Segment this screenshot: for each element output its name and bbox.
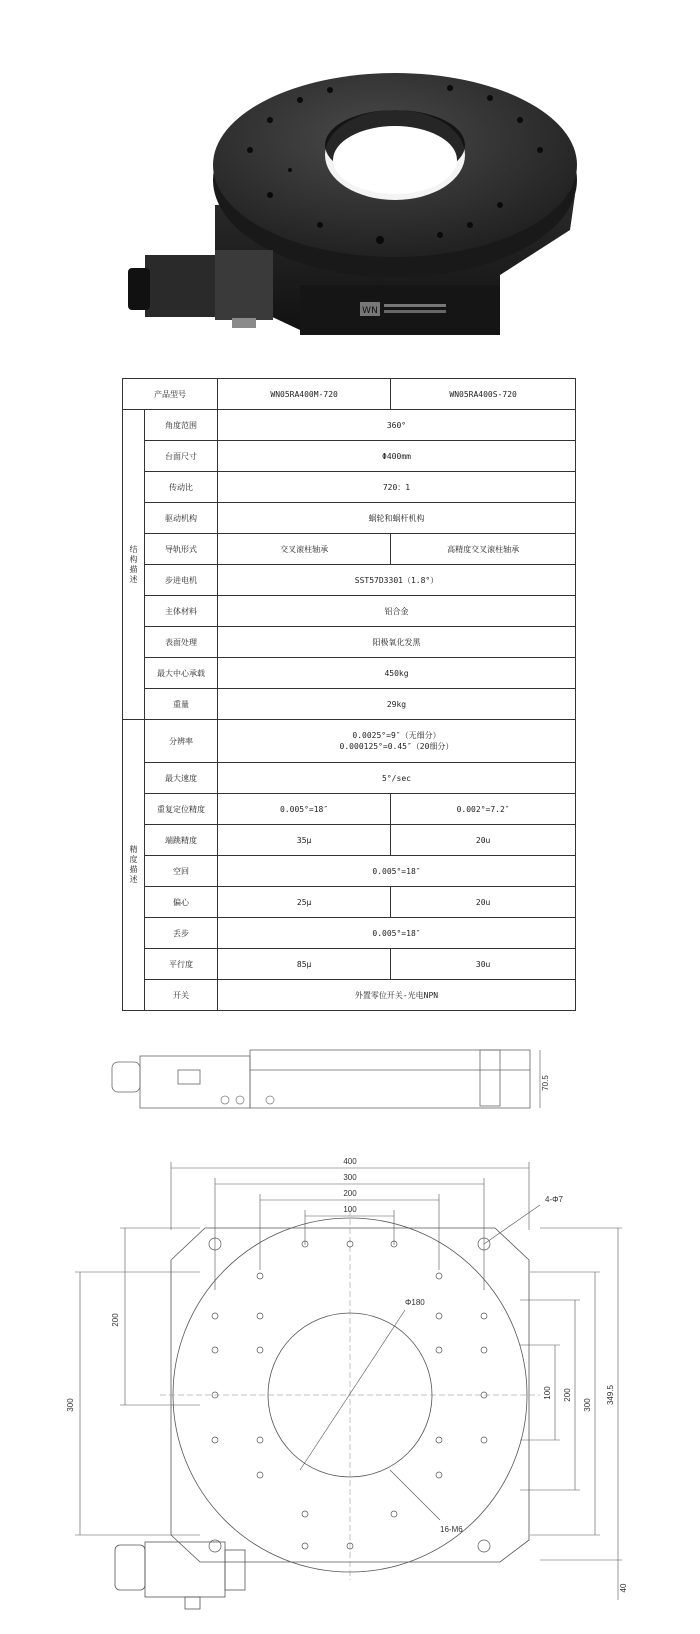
right-dim-total: 349.5 bbox=[606, 1384, 615, 1406]
bottom-offset: 40 bbox=[619, 1583, 628, 1593]
table-row bbox=[123, 887, 576, 918]
row-label: 丢步 bbox=[145, 918, 218, 949]
row-value-s: 20u bbox=[391, 887, 576, 918]
row-label: 端跳精度 bbox=[145, 825, 218, 856]
row-label: 传动比 bbox=[145, 472, 218, 503]
row-label: 最大速度 bbox=[145, 763, 218, 794]
row-value bbox=[218, 720, 576, 763]
center-dia-label: Φ180 bbox=[405, 1298, 425, 1307]
table-row bbox=[123, 627, 576, 658]
row-label: 表面处理 bbox=[145, 627, 218, 658]
table-row bbox=[123, 856, 576, 887]
row-label: 最大中心承载 bbox=[145, 658, 218, 689]
dim-100: 100 bbox=[343, 1205, 357, 1214]
table-row bbox=[123, 379, 576, 410]
aperture-opening bbox=[333, 126, 457, 194]
side-view-drawing bbox=[0, 1040, 700, 1110]
stepper-motor bbox=[128, 250, 273, 328]
resolution-line-1: 0.0025°=9″（无细分） bbox=[352, 731, 441, 740]
row-label: 偏心 bbox=[145, 887, 218, 918]
row-label: 重量 bbox=[145, 689, 218, 720]
top-view-drawing bbox=[0, 1150, 700, 1634]
right-dim-300: 300 bbox=[583, 1398, 592, 1412]
group-structure: 结构描述 bbox=[123, 410, 145, 720]
table-row bbox=[123, 410, 576, 441]
table-row bbox=[123, 689, 576, 720]
row-value: 铝合金 bbox=[218, 596, 576, 627]
table-row bbox=[123, 980, 576, 1011]
table-row bbox=[123, 918, 576, 949]
row-value: 360° bbox=[218, 410, 576, 441]
model-s: WN05RA400S-720 bbox=[391, 379, 576, 410]
table-row bbox=[123, 534, 576, 565]
row-value-m: 交叉滚柱轴承 bbox=[218, 534, 391, 565]
side-height-label: 70.5 bbox=[541, 1075, 550, 1091]
row-value: 720：1 bbox=[218, 472, 576, 503]
row-value: 5°/sec bbox=[218, 763, 576, 794]
table-row bbox=[123, 720, 576, 763]
row-value: 0.005°=18″ bbox=[218, 856, 576, 887]
row-value: Φ400mm bbox=[218, 441, 576, 472]
product-photo bbox=[0, 0, 700, 360]
right-dim-200: 200 bbox=[563, 1388, 572, 1402]
row-value-m: 25μ bbox=[218, 887, 391, 918]
row-label: 重复定位精度 bbox=[145, 794, 218, 825]
row-value-m: 0.005°=18″ bbox=[218, 794, 391, 825]
table-row bbox=[123, 596, 576, 627]
row-value: 阳极氧化发黑 bbox=[218, 627, 576, 658]
row-value: 29kg bbox=[218, 689, 576, 720]
table-row bbox=[123, 658, 576, 689]
row-label: 主体材料 bbox=[145, 596, 218, 627]
svg-text:WN: WN bbox=[362, 306, 378, 316]
row-value: SST57D3301（1.8°） bbox=[218, 565, 576, 596]
table-row bbox=[123, 825, 576, 856]
row-value-s: 30u bbox=[391, 949, 576, 980]
row-value-m: 35μ bbox=[218, 825, 391, 856]
thread-note: 16-M6 bbox=[440, 1525, 463, 1534]
row-value: 450kg bbox=[218, 658, 576, 689]
model-m: WN05RA400M-720 bbox=[218, 379, 391, 410]
row-value: 0.005°=18″ bbox=[218, 918, 576, 949]
table-row bbox=[123, 949, 576, 980]
row-value: 外置零位开关-光电NPN bbox=[218, 980, 576, 1011]
row-label: 分辨率 bbox=[145, 720, 218, 763]
motor-outline bbox=[115, 1542, 245, 1609]
left-dim-200: 200 bbox=[111, 1313, 120, 1327]
hole-note: 4-Φ7 bbox=[545, 1195, 563, 1204]
table-row bbox=[123, 441, 576, 472]
row-value: 蜗轮和蜗杆机构 bbox=[218, 503, 576, 534]
table-row bbox=[123, 565, 576, 596]
group-precision: 精度描述 bbox=[123, 720, 145, 1011]
row-label: 平行度 bbox=[145, 949, 218, 980]
spec-table bbox=[122, 378, 576, 1011]
table-row bbox=[123, 763, 576, 794]
header-label: 产品型号 bbox=[123, 379, 218, 410]
row-value-s: 高精度交叉滚柱轴承 bbox=[391, 534, 576, 565]
table-row bbox=[123, 794, 576, 825]
row-label: 步进电机 bbox=[145, 565, 218, 596]
row-label: 台面尺寸 bbox=[145, 441, 218, 472]
right-dim-100: 100 bbox=[543, 1386, 552, 1400]
dim-300: 300 bbox=[343, 1173, 357, 1182]
row-value-m: 85μ bbox=[218, 949, 391, 980]
row-label: 开关 bbox=[145, 980, 218, 1011]
dim-400: 400 bbox=[343, 1157, 357, 1166]
row-value-s: 20u bbox=[391, 825, 576, 856]
row-value-s: 0.002°=7.2″ bbox=[391, 794, 576, 825]
row-label: 角度范围 bbox=[145, 410, 218, 441]
dim-200: 200 bbox=[343, 1189, 357, 1198]
row-label: 空回 bbox=[145, 856, 218, 887]
row-label: 驱动机构 bbox=[145, 503, 218, 534]
left-dim-300: 300 bbox=[66, 1398, 75, 1412]
row-label: 导轨形式 bbox=[145, 534, 218, 565]
table-row bbox=[123, 503, 576, 534]
resolution-line-2: 0.000125°=0.45″（20细分） bbox=[339, 742, 454, 751]
table-row bbox=[123, 472, 576, 503]
